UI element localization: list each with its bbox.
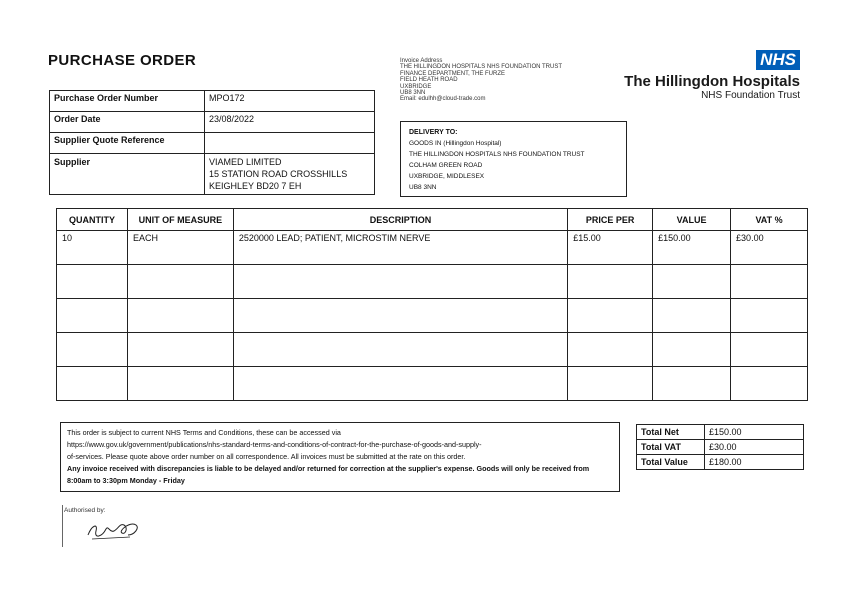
unit-cell: [127, 333, 233, 367]
unit-cell: [127, 299, 233, 333]
supplier-label: Supplier: [50, 154, 205, 195]
delivery-address-box: [400, 121, 627, 197]
value-cell: £150.00: [653, 231, 731, 265]
table-row: [57, 265, 808, 299]
delivery-line: UB8 3NN: [409, 184, 437, 191]
quote-ref-value: [205, 133, 375, 154]
total-value-row: [637, 455, 804, 470]
quantity-cell: [57, 299, 128, 333]
vat-cell: [731, 367, 808, 401]
value-cell: [653, 367, 731, 401]
delivery-line: GOODS IN (Hillingdon Hospital): [409, 140, 502, 147]
value-cell: [653, 299, 731, 333]
quantity-cell: [57, 265, 128, 299]
column-header: VAT %: [731, 209, 808, 231]
column-header: PRICE PER: [568, 209, 653, 231]
invoice-address-line: FIELD HEATH ROAD: [400, 77, 458, 84]
authorised-by-label: Authorised by:: [64, 507, 106, 514]
value-cell: [653, 333, 731, 367]
total-net-value: £150.00: [705, 425, 804, 440]
invoice-address-line: Invoice Address: [400, 58, 443, 64]
description-cell: [233, 367, 567, 401]
total-net-label: Total Net: [637, 425, 705, 440]
quantity-cell: [57, 333, 128, 367]
delivery-line: THE HILLINGDON HOSPITALS NHS FOUNDATION TRUST: [409, 151, 585, 158]
totals-table: [636, 424, 804, 470]
unit-cell: EACH: [127, 231, 233, 265]
price-cell: £15.00: [568, 231, 653, 265]
vat-cell: [731, 299, 808, 333]
quantity-cell: 10: [57, 231, 128, 265]
invoice-address-line: UXBRIDGE: [400, 83, 432, 90]
order-meta-table: [49, 90, 375, 195]
supplier-address: [205, 154, 375, 195]
column-header: UNIT OF MEASURE: [127, 209, 233, 231]
signature-image: [84, 513, 144, 543]
delivery-heading: DELIVERY TO:: [409, 129, 458, 136]
order-date-label: Order Date: [50, 112, 205, 133]
invoice-address-line: UB8 3NN: [400, 90, 426, 97]
trust-name: NHS Foundation Trust: [701, 90, 800, 101]
price-cell: [568, 265, 653, 299]
total-value-value: £180.00: [705, 455, 804, 470]
description-cell: 2520000 LEAD; PATIENT, MICROSTIM NERVE: [233, 231, 567, 265]
description-cell: [233, 299, 567, 333]
price-cell: [568, 299, 653, 333]
total-value-label: Total Value: [637, 455, 705, 470]
terms-url: https://www.gov.uk/government/publications/nhs-standard-terms-and-conditions-of-contract-for-the-purchase-of-goods-and-supply-: [67, 440, 482, 449]
unit-cell: [127, 265, 233, 299]
price-cell: [568, 333, 653, 367]
po-number-row: [50, 91, 375, 112]
column-header: QUANTITY: [57, 209, 128, 231]
quote-ref-row: [50, 133, 375, 154]
column-header: DESCRIPTION: [233, 209, 567, 231]
price-cell: [568, 367, 653, 401]
supplier-row: [50, 154, 375, 195]
nhs-badge: NHS: [756, 50, 800, 70]
table-row: [57, 299, 808, 333]
supplier-line: KEIGHLEY BD20 7 EH: [209, 181, 302, 191]
description-cell: [233, 265, 567, 299]
total-vat-value: £30.00: [705, 440, 804, 455]
quote-ref-label: Supplier Quote Reference: [50, 133, 205, 154]
delivery-line: COLHAM GREEN ROAD: [409, 162, 483, 169]
invoice-address: [400, 58, 562, 103]
description-cell: [233, 333, 567, 367]
nhs-logo: [624, 50, 800, 102]
po-number-value: MPO172: [205, 91, 375, 112]
invoice-address-email: Email: edulhh@cloud-trade.com: [400, 96, 486, 103]
invoice-address-line: THE HILLINGDON HOSPITALS NHS FOUNDATION TRUST: [400, 64, 563, 71]
quantity-cell: [57, 367, 128, 401]
terms-box: [60, 422, 620, 492]
terms-line: of-services. Please quote above order number on all correspondence. All invoices must be submitted at the rate on this order.: [67, 452, 466, 461]
terms-line: This order is subject to current NHS Terms and Conditions, these can be accessed via: [67, 428, 341, 437]
authorisation-divider: [62, 505, 63, 547]
delivery-line: UXBRIDGE, MIDDLESEX: [409, 173, 485, 180]
column-header: VALUE: [653, 209, 731, 231]
unit-cell: [127, 367, 233, 401]
terms-warning: Any invoice received with discrepancies is liable to be delayed and/or returned for correction at the supplier's expense. Goods will only be received from 8:00am to 3:30pm Monday - Friday: [67, 464, 590, 485]
value-cell: [653, 265, 731, 299]
supplier-line: 15 STATION ROAD CROSSHILLS: [209, 169, 348, 179]
items-table: [56, 208, 808, 401]
supplier-line: VIAMED LIMITED: [209, 157, 282, 167]
vat-cell: £30.00: [731, 231, 808, 265]
po-number-label: Purchase Order Number: [50, 91, 205, 112]
table-row: [57, 333, 808, 367]
total-vat-label: Total VAT: [637, 440, 705, 455]
total-net-row: [637, 425, 804, 440]
order-date-row: [50, 112, 375, 133]
invoice-address-line: FINANCE DEPARTMENT, THE FURZE: [400, 70, 506, 77]
table-row: [57, 367, 808, 401]
items-header-row: [57, 209, 808, 231]
page-title: PURCHASE ORDER: [48, 52, 197, 69]
organisation-name: The Hillingdon Hospitals: [624, 73, 800, 90]
table-row: [57, 231, 808, 265]
total-vat-row: [637, 440, 804, 455]
order-date-value: 23/08/2022: [205, 112, 375, 133]
vat-cell: [731, 265, 808, 299]
vat-cell: [731, 333, 808, 367]
